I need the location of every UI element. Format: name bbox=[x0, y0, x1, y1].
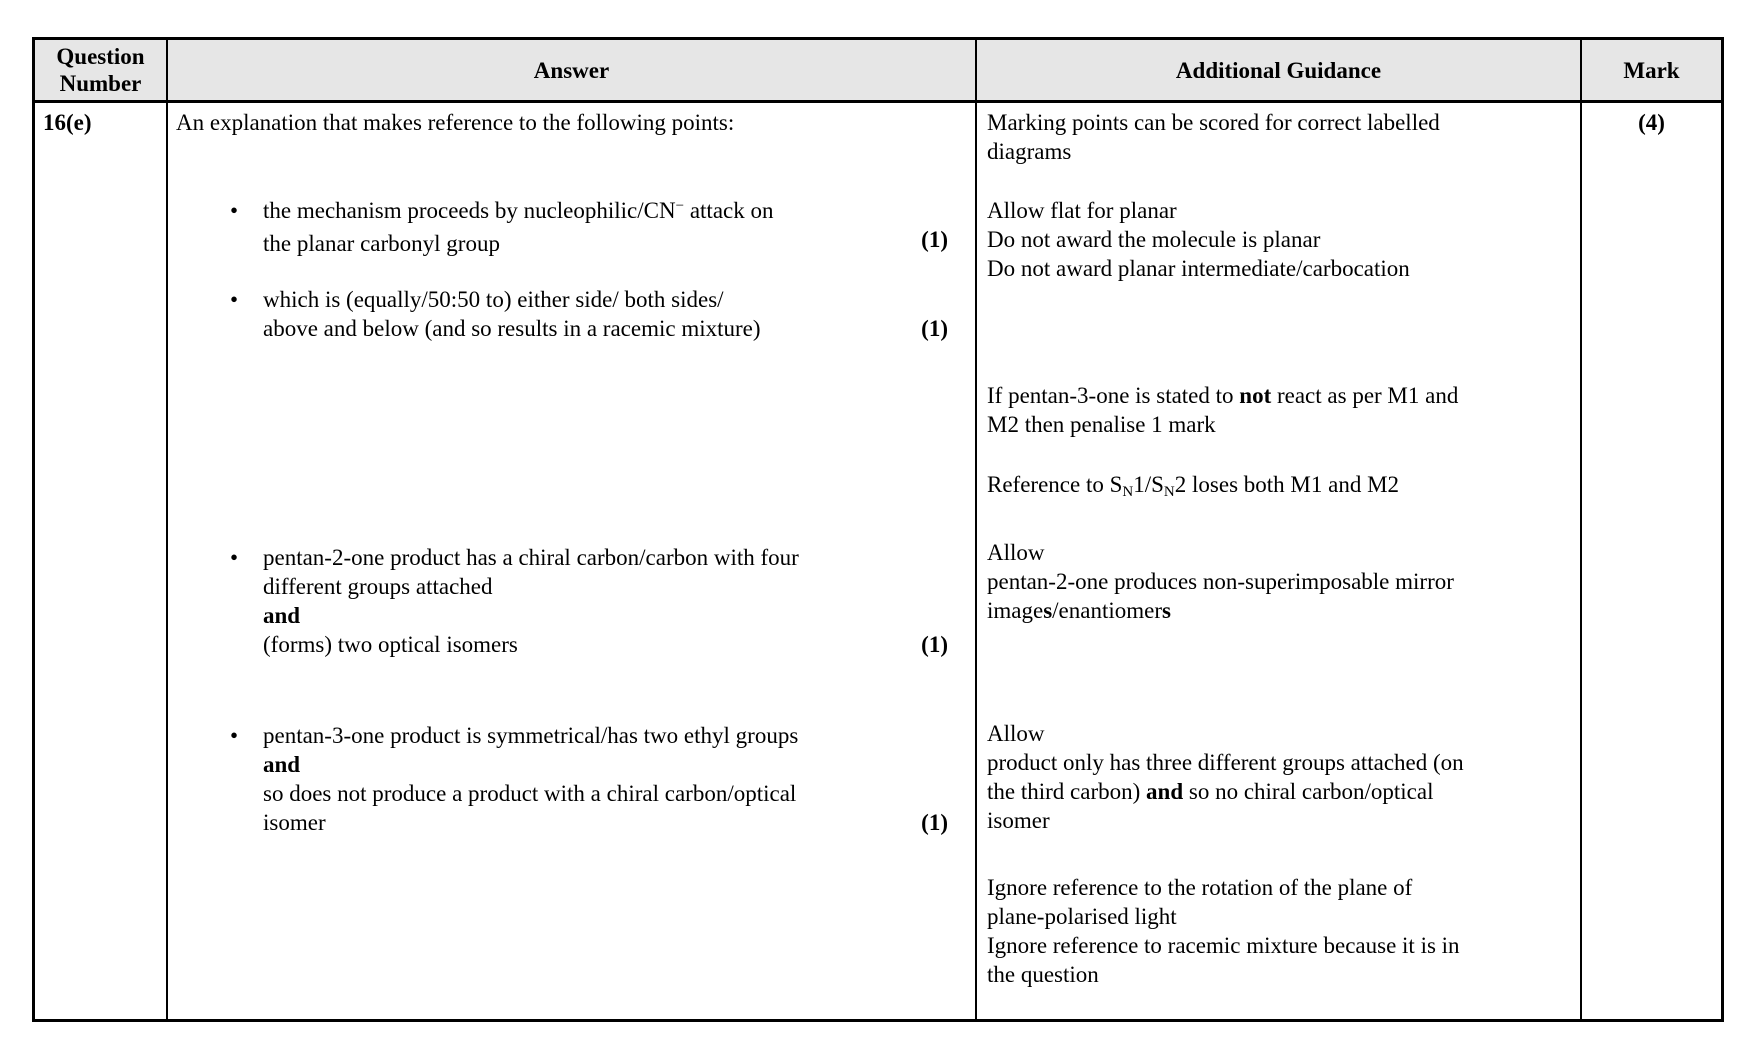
guidance-block-2-line-3: Do not award planar intermediate/carbocation bbox=[987, 256, 1410, 281]
guidance-block-7-line-3: Ignore reference to racemic mixture because it is in bbox=[987, 933, 1460, 958]
answer-bullet-3-line-2: different groups attached bbox=[263, 574, 493, 599]
guidance-block-7 bbox=[987, 873, 1460, 989]
superscript-minus: − bbox=[675, 198, 685, 214]
answer-mark-2: (1) bbox=[921, 316, 948, 341]
bullet-icon: • bbox=[230, 198, 239, 223]
guidance-block-5-line-1: Allow bbox=[987, 540, 1045, 565]
subscript-n: N bbox=[1163, 484, 1175, 500]
answer-bullet-3-line-3: and bbox=[263, 603, 301, 628]
table-header-row bbox=[35, 40, 1721, 103]
guidance-block-6-line-3: the third carbon) and so no chiral carbon/optical bbox=[987, 779, 1434, 804]
question-number-cell bbox=[35, 103, 168, 1019]
guidance-block-7-line-4: the question bbox=[987, 962, 1099, 987]
guidance-block-5-line-3: images/enantiomers bbox=[987, 598, 1171, 623]
answer-bullet-2 bbox=[230, 285, 761, 343]
mark-cell bbox=[1582, 103, 1721, 1019]
bullet-icon: • bbox=[230, 287, 239, 312]
header-additional-guidance bbox=[977, 40, 1582, 100]
header-question-number-label: Question Number bbox=[56, 44, 145, 96]
guidance-block-3-line-1: If pentan-3-one is stated to not react as per M1 and bbox=[987, 383, 1459, 408]
header-mark-label: Mark bbox=[1623, 57, 1680, 83]
guidance-block-4 bbox=[987, 470, 1399, 503]
answer-bullet-3-line-4: (forms) two optical isomers bbox=[263, 632, 518, 657]
answer-cell bbox=[168, 103, 977, 1019]
answer-bullet-3 bbox=[230, 543, 799, 659]
guidance-block-2 bbox=[987, 196, 1410, 283]
answer-bullet-4-line-3: so does not produce a product with a chiral carbon/optical bbox=[263, 781, 797, 806]
additional-guidance-cell bbox=[977, 103, 1582, 1019]
answer-mark-3: (1) bbox=[921, 632, 948, 657]
answer-bullet-2-line-1: which is (equally/50:50 to) either side/ both sides/ bbox=[263, 287, 724, 312]
header-additional-guidance-label: Additional Guidance bbox=[1175, 57, 1382, 83]
guidance-block-1-line-2: diagrams bbox=[987, 139, 1072, 164]
answer-mark-1: (1) bbox=[921, 227, 948, 252]
guidance-block-3 bbox=[987, 381, 1458, 439]
answer-mark-4: (1) bbox=[921, 810, 948, 835]
header-mark bbox=[1582, 40, 1721, 100]
guidance-block-5-line-2: pentan-2-one produces non-superimposable mirror bbox=[987, 569, 1454, 594]
subscript-n: N bbox=[1122, 484, 1134, 500]
answer-bullet-3-line-1: pentan-2-one product has a chiral carbon/carbon with four bbox=[263, 545, 799, 570]
bullet-icon: • bbox=[230, 545, 239, 570]
answer-bullet-4 bbox=[230, 721, 798, 837]
answer-bullet-1-line-1: the mechanism proceeds by nucleophilic/CN− attack on bbox=[263, 198, 774, 223]
guidance-block-2-line-2: Do not award the molecule is planar bbox=[987, 227, 1321, 252]
answer-bullet-1 bbox=[230, 196, 773, 258]
answer-bullet-4-line-2: and bbox=[263, 752, 301, 777]
bullet-icon: • bbox=[230, 723, 239, 748]
header-answer-label: Answer bbox=[533, 57, 610, 83]
guidance-block-6 bbox=[987, 719, 1464, 835]
total-mark: (4) bbox=[1638, 110, 1665, 135]
guidance-block-7-line-2: plane-polarised light bbox=[987, 904, 1177, 929]
guidance-block-5 bbox=[987, 538, 1454, 625]
header-question-number bbox=[35, 40, 168, 100]
guidance-block-3-line-2: M2 then penalise 1 mark bbox=[987, 412, 1216, 437]
answer-bullet-1-line-2: the planar carbonyl group bbox=[263, 231, 500, 256]
answer-bullet-2-line-2: above and below (and so results in a racemic mixture) bbox=[263, 316, 761, 341]
mark-scheme-table bbox=[32, 37, 1724, 1022]
question-number: 16(e) bbox=[43, 110, 92, 135]
answer-intro: An explanation that makes reference to the following points: bbox=[176, 110, 735, 135]
guidance-block-7-line-1: Ignore reference to the rotation of the plane of bbox=[987, 875, 1413, 900]
answer-bullet-4-line-1: pentan-3-one product is symmetrical/has two ethyl groups bbox=[263, 723, 799, 748]
answer-bullet-4-line-4: isomer bbox=[263, 810, 326, 835]
table-body-row bbox=[35, 103, 1721, 1019]
header-answer bbox=[168, 40, 977, 100]
guidance-block-6-line-4: isomer bbox=[987, 808, 1050, 833]
guidance-block-2-line-1: Allow flat for planar bbox=[987, 198, 1177, 223]
guidance-block-1 bbox=[987, 108, 1440, 166]
guidance-block-1-line-1: Marking points can be scored for correct labelled bbox=[987, 110, 1440, 135]
guidance-block-6-line-2: product only has three different groups attached (on bbox=[987, 750, 1464, 775]
guidance-block-6-line-1: Allow bbox=[987, 721, 1045, 746]
guidance-block-4-line-1: Reference to $S_N1/S_N2$ loses both M1 and M2 bbox=[987, 472, 1400, 500]
